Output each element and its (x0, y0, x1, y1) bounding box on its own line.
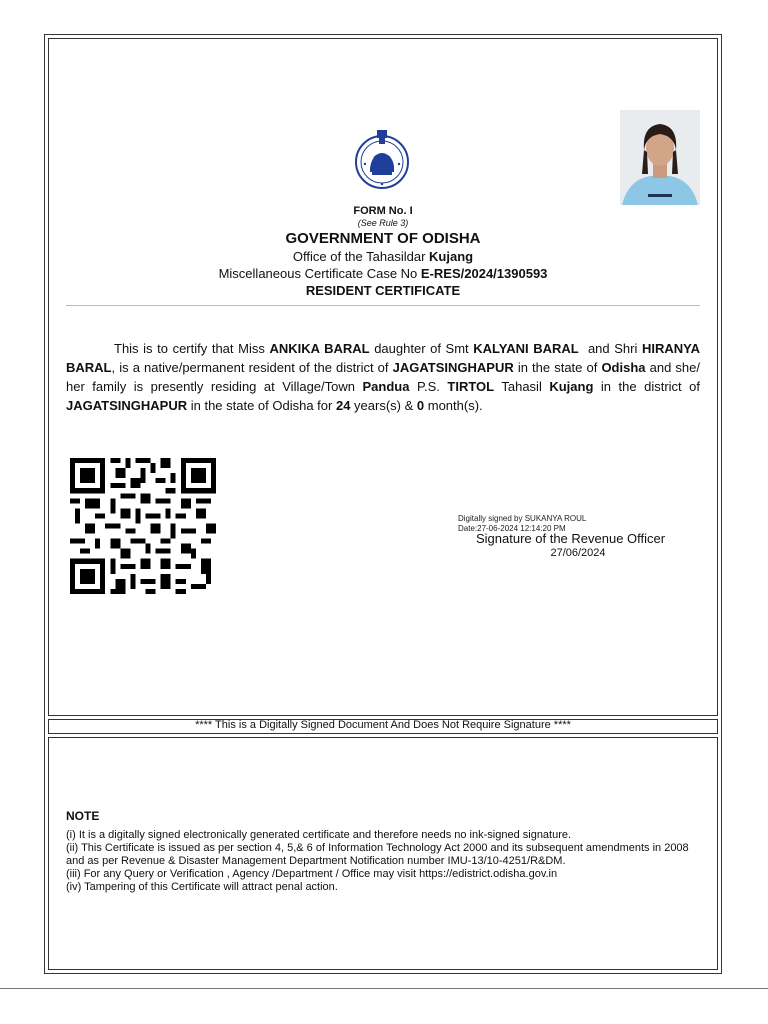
village-name: Pandua (362, 379, 410, 394)
applicant-name: ANKIKA BARAL (269, 341, 370, 356)
residence-months: 0 (416, 398, 425, 413)
case-line (48, 265, 718, 282)
office-line (48, 248, 718, 265)
see-rule: (See Rule 3) (357, 218, 409, 228)
case-number: E-RES/2024/1390593 (420, 266, 548, 281)
digital-signature-notice: **** This is a Digitally Signed Document And Does Not Require Signature **** (195, 719, 571, 731)
district-name-2: JAGATSINGHAPUR (66, 398, 188, 413)
office-name: Kujang (429, 249, 474, 264)
certificate-body (66, 339, 700, 415)
body-text-11: years(s) & (350, 398, 417, 413)
state-name: Odisha (601, 360, 646, 375)
police-station-name: TIRTOL (447, 379, 495, 394)
note-item: (iv) Tampering of this Certificate will attract penal action. (66, 881, 338, 893)
header-divider (66, 305, 700, 306)
page-bottom-line (0, 988, 768, 989)
signature-timestamp: Date:27-06-2024 12:14:20 PM (458, 524, 566, 533)
odisha-state-emblem-icon (352, 128, 412, 190)
signature-date: 27/06/2024 (550, 547, 606, 559)
certificate-title: RESIDENT CERTIFICATE (305, 283, 461, 298)
case-prefix: Miscellaneous Certificate Case No (218, 266, 418, 281)
certificate-header (48, 205, 718, 299)
body-text-2: daughter of Smt (369, 341, 474, 356)
office-prefix: Office of the Tahasildar (292, 249, 426, 264)
body-text-7: P.S. (409, 379, 448, 394)
note-list (66, 829, 706, 894)
body-text-6: and she/ her family is presently residing at Village/Town (66, 360, 700, 394)
government-title: GOVERNMENT OF ODISHA (285, 230, 481, 247)
residence-years: 24 (335, 398, 351, 413)
mother-name: KALYANI BARAL (473, 341, 579, 356)
body-text-4: , is a native/permanent resident of the district of (111, 360, 393, 375)
district-name: JAGATSINGHAPUR (392, 360, 514, 375)
digitally-signed-by: Digitally signed by SUKANYA ROUL (458, 514, 587, 523)
form-number: FORM No. I (353, 205, 413, 217)
body-text-1: This is to certify that Miss (114, 341, 270, 356)
body-text-8: Tahasil (494, 379, 550, 394)
note-item: (ii) This Certificate is issued as per section 4, 5,& 6 of Information Technology Act 2000 and its subsequent amendments in 2008 and as per Revenue & Disaster Management Department Notification number IMU-13/10-4251/R&DM. (66, 842, 689, 867)
note-title: NOTE (66, 809, 100, 823)
note-item: (i) It is a digitally signed electronically generated certificate and therefore needs no ink-signed signature. (66, 829, 572, 841)
body-text-9: in the district of (593, 379, 700, 394)
tahasil-name: Kujang (549, 379, 594, 394)
body-text-12: month(s). (424, 398, 483, 413)
body-text-5: in the state of (513, 360, 602, 375)
body-text-3: and Shri (578, 341, 642, 356)
applicant-photo (620, 110, 700, 205)
father-name: HIRANYA BARAL (66, 341, 700, 375)
signature-title: Signature of the Revenue Officer (476, 531, 666, 546)
body-text-10: in the state of Odisha for (187, 398, 336, 413)
note-item: (iii) For any Query or Verification , Agency /Department / Office may visit https://edistrict.odisha.gov.in (66, 868, 558, 880)
qr-code-icon (70, 458, 216, 594)
